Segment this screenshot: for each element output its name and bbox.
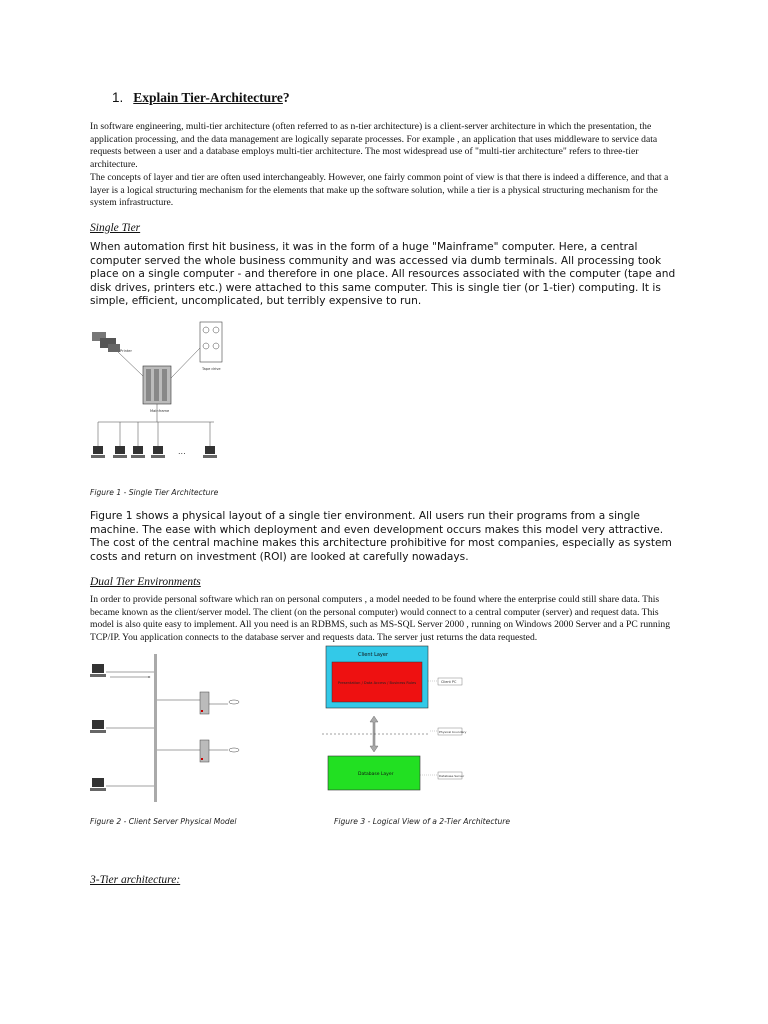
figure-2-client-server-diagram	[90, 654, 240, 804]
single-tier-body: When automation first hit business, it was in the form of a huge "Mainframe" computer. Here, a central computer served the whole business community and was accessed via dumb terminals. All processing took place on a single computer - and therefore in one place. All resources associated with the computer (tape and disk drives, printers etc.) were attached to this same computer. This is single tier (or 1-tier) computing. It is simple, efficient, uncomplicated, but terribly expensive to run.	[90, 241, 676, 308]
figure-2-caption: Figure 2 - Client Server Physical Model	[90, 817, 237, 826]
terminal-icon	[113, 446, 127, 458]
network-backbone	[154, 654, 157, 802]
terminal-icon	[131, 446, 145, 458]
database-icon	[229, 748, 239, 752]
tape-drive-icon	[200, 322, 222, 362]
client-pc-side-label: Client PC	[441, 680, 457, 684]
svg-text:Mainframe: Mainframe	[150, 409, 170, 413]
server-icon	[200, 692, 209, 714]
svg-text:Tape drive: Tape drive	[202, 367, 221, 371]
figure-3-caption: Figure 3 - Logical View of a 2-Tier Architecture	[334, 817, 511, 826]
question-heading	[112, 90, 290, 106]
terminal-icon	[91, 446, 105, 458]
terminal-icon	[203, 446, 217, 458]
question-suffix: ?	[282, 90, 290, 105]
figure-1-caption: Figure 1 - Single Tier Architecture	[90, 488, 219, 497]
client-pc-icon	[90, 778, 106, 791]
client-logic-label: Presentation / Data Access / Business Rules	[337, 681, 417, 685]
single-tier-heading: Single Tier	[90, 222, 141, 234]
question-number: 1.	[112, 90, 124, 105]
client-layer-label: Client Layer	[358, 652, 389, 658]
figure-1-single-tier-diagram	[90, 318, 225, 476]
client-pc-icon	[90, 664, 106, 677]
database-icon	[229, 700, 239, 704]
intro-paragraph-2: The concepts of layer and tier are often used interchangeably. However, one fairly common point of view is that there is indeed a difference, and that a layer is a logical structuring mechanism for the elements that make up the software solution, while a tier is a physical structuring mechanism for the system infrastructure.	[90, 172, 669, 209]
database-layer-label: Database Layer	[358, 772, 394, 777]
dual-tier-body: In order to provide personal software which ran on personal computers , a model needed to be found where the enterprise could still share data. This became known as the client/server model. The client (on the personal computer) would connect to a central computer (server) and request data. This model is also quite easy to implement. All you need is an RDBMS, such as MS-SQL Server 2000 , running on Windows 2000 Server and a PC running TCP/IP. You application connects to the database server and requests data. The server just returns the data requested.	[90, 594, 670, 643]
dual-tier-heading: Dual Tier Environments	[90, 576, 201, 588]
svg-text:...: ...	[178, 447, 186, 456]
question-title: Explain Tier-Architecture	[133, 90, 283, 105]
physical-boundary-side-label: Physical boundary	[439, 730, 467, 734]
client-pc-icon	[90, 720, 106, 733]
printer-icon	[108, 344, 120, 352]
three-tier-heading: 3-Tier architecture:	[90, 874, 181, 886]
figure-3-two-tier-logical-diagram	[318, 644, 468, 806]
terminal-icon	[151, 446, 165, 458]
server-icon	[200, 740, 209, 762]
svg-text:Printer: Printer	[120, 349, 132, 353]
single-tier-after-paragraph: Figure 1 shows a physical layout of a single tier environment. All users run their programs from a single machine. The ease with which deployment and even development occurs makes this model very attractive. The cost of the central machine makes this architecture prohibitive for most companies, especially as system costs and return on investment (ROI) are looked at carefully nowadays.	[90, 510, 672, 563]
intro-paragraph-1: In software engineering, multi-tier architecture (often referred to as n-tier architecture) is a client-server architecture in which the presentation, the application processing, and the data management are logically separate processes. For example , an application that uses middleware to service data requests between a user and a database employs multi-tier architecture. The most widespread use of "multi-tier architecture" refers to three-tier architecture.	[90, 121, 658, 170]
database-server-side-label: Database Server	[439, 774, 465, 778]
